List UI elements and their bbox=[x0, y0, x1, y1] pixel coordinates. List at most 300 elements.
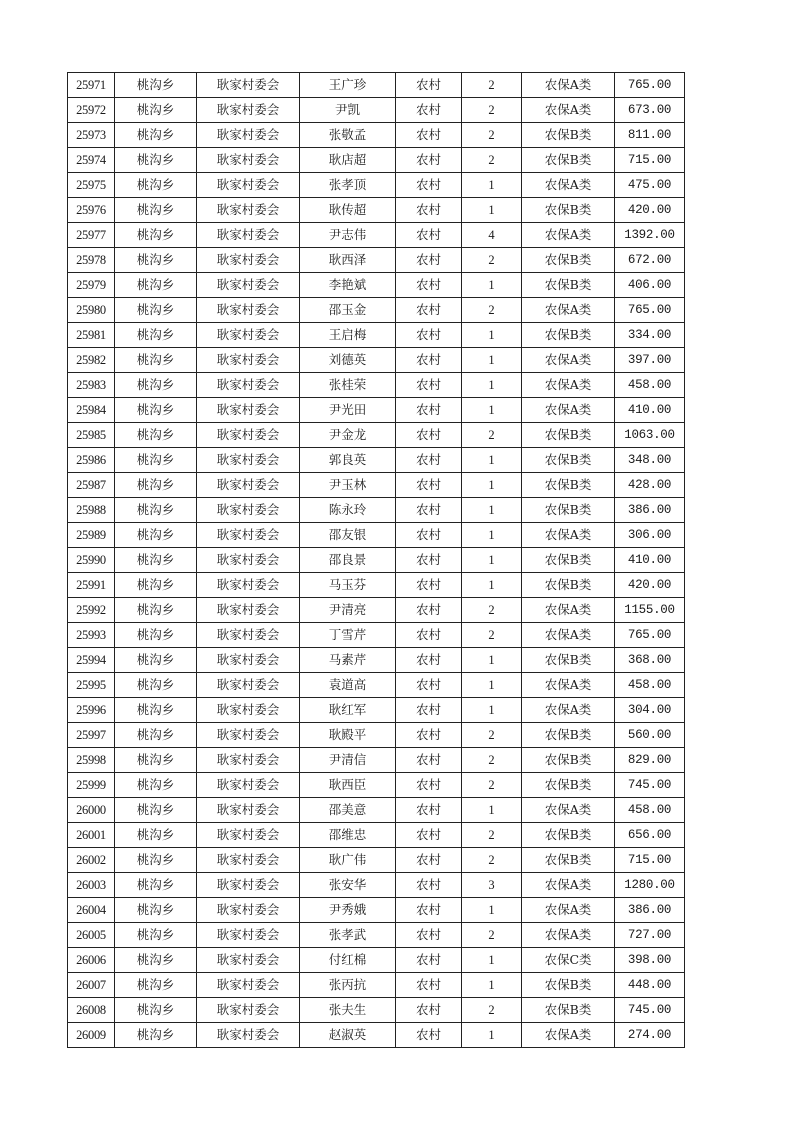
cell-township: 桃沟乡 bbox=[115, 748, 197, 773]
cell-count: 2 bbox=[462, 923, 522, 948]
cell-category: 农保A类 bbox=[522, 373, 615, 398]
cell-amount: 1392.00 bbox=[615, 223, 685, 248]
cell-id: 26006 bbox=[68, 948, 115, 973]
cell-name: 王广珍 bbox=[300, 73, 396, 98]
cell-id: 26007 bbox=[68, 973, 115, 998]
cell-committee: 耿家村委会 bbox=[197, 323, 300, 348]
cell-category: 农保B类 bbox=[522, 148, 615, 173]
table-row bbox=[68, 248, 685, 273]
cell-township: 桃沟乡 bbox=[115, 348, 197, 373]
cell-name: 马玉芬 bbox=[300, 573, 396, 598]
cell-name: 耿红军 bbox=[300, 698, 396, 723]
cell-name: 耿西臣 bbox=[300, 773, 396, 798]
cell-township: 桃沟乡 bbox=[115, 423, 197, 448]
table-row bbox=[68, 498, 685, 523]
table-row bbox=[68, 323, 685, 348]
cell-id: 25975 bbox=[68, 173, 115, 198]
cell-household-type: 农村 bbox=[396, 973, 462, 998]
cell-id: 25993 bbox=[68, 623, 115, 648]
cell-name: 尹凯 bbox=[300, 98, 396, 123]
cell-amount: 420.00 bbox=[615, 198, 685, 223]
cell-household-type: 农村 bbox=[396, 898, 462, 923]
cell-township: 桃沟乡 bbox=[115, 148, 197, 173]
cell-amount: 274.00 bbox=[615, 1023, 685, 1048]
table-row bbox=[68, 98, 685, 123]
cell-committee: 耿家村委会 bbox=[197, 473, 300, 498]
cell-id: 25996 bbox=[68, 698, 115, 723]
cell-committee: 耿家村委会 bbox=[197, 648, 300, 673]
cell-amount: 656.00 bbox=[615, 823, 685, 848]
cell-id: 25985 bbox=[68, 423, 115, 448]
cell-id: 26000 bbox=[68, 798, 115, 823]
cell-township: 桃沟乡 bbox=[115, 873, 197, 898]
cell-id: 25973 bbox=[68, 123, 115, 148]
cell-household-type: 农村 bbox=[396, 548, 462, 573]
cell-count: 2 bbox=[462, 148, 522, 173]
cell-count: 1 bbox=[462, 198, 522, 223]
cell-township: 桃沟乡 bbox=[115, 823, 197, 848]
cell-amount: 398.00 bbox=[615, 948, 685, 973]
roster-table bbox=[67, 72, 685, 1048]
cell-id: 25979 bbox=[68, 273, 115, 298]
cell-count: 1 bbox=[462, 348, 522, 373]
cell-category: 农保B类 bbox=[522, 498, 615, 523]
cell-name: 付红棉 bbox=[300, 948, 396, 973]
cell-committee: 耿家村委会 bbox=[197, 1023, 300, 1048]
cell-township: 桃沟乡 bbox=[115, 848, 197, 873]
cell-id: 26004 bbox=[68, 898, 115, 923]
cell-category: 农保B类 bbox=[522, 848, 615, 873]
cell-household-type: 农村 bbox=[396, 248, 462, 273]
cell-committee: 耿家村委会 bbox=[197, 173, 300, 198]
cell-id: 25999 bbox=[68, 773, 115, 798]
cell-amount: 1063.00 bbox=[615, 423, 685, 448]
table-row bbox=[68, 148, 685, 173]
cell-township: 桃沟乡 bbox=[115, 123, 197, 148]
cell-count: 2 bbox=[462, 748, 522, 773]
cell-township: 桃沟乡 bbox=[115, 73, 197, 98]
cell-committee: 耿家村委会 bbox=[197, 948, 300, 973]
cell-amount: 386.00 bbox=[615, 898, 685, 923]
cell-category: 农保B类 bbox=[522, 548, 615, 573]
cell-category: 农保B类 bbox=[522, 748, 615, 773]
cell-amount: 306.00 bbox=[615, 523, 685, 548]
cell-count: 1 bbox=[462, 673, 522, 698]
cell-name: 耿传超 bbox=[300, 198, 396, 223]
cell-committee: 耿家村委会 bbox=[197, 973, 300, 998]
cell-category: 农保A类 bbox=[522, 173, 615, 198]
cell-count: 1 bbox=[462, 523, 522, 548]
cell-name: 耿广伟 bbox=[300, 848, 396, 873]
cell-category: 农保B类 bbox=[522, 973, 615, 998]
cell-id: 25972 bbox=[68, 98, 115, 123]
cell-category: 农保A类 bbox=[522, 598, 615, 623]
cell-amount: 428.00 bbox=[615, 473, 685, 498]
cell-count: 2 bbox=[462, 248, 522, 273]
cell-id: 25988 bbox=[68, 498, 115, 523]
cell-amount: 348.00 bbox=[615, 448, 685, 473]
cell-count: 1 bbox=[462, 948, 522, 973]
cell-household-type: 农村 bbox=[396, 1023, 462, 1048]
cell-household-type: 农村 bbox=[396, 773, 462, 798]
cell-category: 农保A类 bbox=[522, 298, 615, 323]
table-row bbox=[68, 473, 685, 498]
cell-category: 农保B类 bbox=[522, 123, 615, 148]
cell-township: 桃沟乡 bbox=[115, 948, 197, 973]
cell-committee: 耿家村委会 bbox=[197, 448, 300, 473]
cell-household-type: 农村 bbox=[396, 323, 462, 348]
cell-household-type: 农村 bbox=[396, 73, 462, 98]
cell-committee: 耿家村委会 bbox=[197, 548, 300, 573]
cell-amount: 420.00 bbox=[615, 573, 685, 598]
cell-name: 尹光田 bbox=[300, 398, 396, 423]
cell-id: 25989 bbox=[68, 523, 115, 548]
cell-amount: 397.00 bbox=[615, 348, 685, 373]
cell-id: 25980 bbox=[68, 298, 115, 323]
cell-committee: 耿家村委会 bbox=[197, 223, 300, 248]
cell-category: 农保B类 bbox=[522, 773, 615, 798]
cell-count: 1 bbox=[462, 323, 522, 348]
table-row bbox=[68, 848, 685, 873]
cell-amount: 368.00 bbox=[615, 648, 685, 673]
cell-household-type: 农村 bbox=[396, 373, 462, 398]
cell-count: 1 bbox=[462, 398, 522, 423]
cell-name: 尹玉林 bbox=[300, 473, 396, 498]
cell-name: 张夫生 bbox=[300, 998, 396, 1023]
cell-count: 2 bbox=[462, 123, 522, 148]
cell-household-type: 农村 bbox=[396, 748, 462, 773]
cell-name: 张孝顶 bbox=[300, 173, 396, 198]
table-row bbox=[68, 1023, 685, 1048]
cell-amount: 458.00 bbox=[615, 673, 685, 698]
cell-name: 耿店超 bbox=[300, 148, 396, 173]
cell-name: 邵良景 bbox=[300, 548, 396, 573]
cell-name: 袁道高 bbox=[300, 673, 396, 698]
cell-township: 桃沟乡 bbox=[115, 398, 197, 423]
cell-township: 桃沟乡 bbox=[115, 548, 197, 573]
cell-count: 2 bbox=[462, 823, 522, 848]
cell-name: 尹秀娥 bbox=[300, 898, 396, 923]
cell-category: 农保B类 bbox=[522, 998, 615, 1023]
cell-id: 25998 bbox=[68, 748, 115, 773]
cell-count: 1 bbox=[462, 698, 522, 723]
cell-id: 25982 bbox=[68, 348, 115, 373]
cell-id: 26009 bbox=[68, 1023, 115, 1048]
cell-count: 1 bbox=[462, 273, 522, 298]
cell-committee: 耿家村委会 bbox=[197, 698, 300, 723]
cell-name: 陈永玲 bbox=[300, 498, 396, 523]
cell-count: 2 bbox=[462, 773, 522, 798]
cell-count: 4 bbox=[462, 223, 522, 248]
cell-id: 25995 bbox=[68, 673, 115, 698]
cell-committee: 耿家村委会 bbox=[197, 923, 300, 948]
cell-id: 25987 bbox=[68, 473, 115, 498]
cell-township: 桃沟乡 bbox=[115, 248, 197, 273]
cell-amount: 745.00 bbox=[615, 773, 685, 798]
table-row bbox=[68, 948, 685, 973]
cell-amount: 715.00 bbox=[615, 148, 685, 173]
cell-amount: 745.00 bbox=[615, 998, 685, 1023]
roster-table-body bbox=[68, 73, 685, 1048]
cell-household-type: 农村 bbox=[396, 723, 462, 748]
cell-township: 桃沟乡 bbox=[115, 598, 197, 623]
cell-id: 25983 bbox=[68, 373, 115, 398]
cell-count: 1 bbox=[462, 373, 522, 398]
cell-id: 26002 bbox=[68, 848, 115, 873]
cell-id: 25992 bbox=[68, 598, 115, 623]
cell-amount: 406.00 bbox=[615, 273, 685, 298]
table-row bbox=[68, 823, 685, 848]
cell-id: 25994 bbox=[68, 648, 115, 673]
table-row bbox=[68, 673, 685, 698]
cell-id: 25977 bbox=[68, 223, 115, 248]
cell-amount: 829.00 bbox=[615, 748, 685, 773]
table-row bbox=[68, 573, 685, 598]
cell-committee: 耿家村委会 bbox=[197, 73, 300, 98]
cell-category: 农保C类 bbox=[522, 948, 615, 973]
cell-committee: 耿家村委会 bbox=[197, 523, 300, 548]
cell-amount: 304.00 bbox=[615, 698, 685, 723]
cell-household-type: 农村 bbox=[396, 123, 462, 148]
cell-township: 桃沟乡 bbox=[115, 448, 197, 473]
cell-amount: 458.00 bbox=[615, 798, 685, 823]
cell-township: 桃沟乡 bbox=[115, 898, 197, 923]
cell-amount: 673.00 bbox=[615, 98, 685, 123]
cell-id: 26005 bbox=[68, 923, 115, 948]
cell-township: 桃沟乡 bbox=[115, 273, 197, 298]
cell-count: 1 bbox=[462, 173, 522, 198]
cell-committee: 耿家村委会 bbox=[197, 248, 300, 273]
cell-count: 1 bbox=[462, 448, 522, 473]
cell-count: 2 bbox=[462, 423, 522, 448]
cell-township: 桃沟乡 bbox=[115, 923, 197, 948]
table-row bbox=[68, 173, 685, 198]
cell-amount: 410.00 bbox=[615, 398, 685, 423]
cell-id: 25976 bbox=[68, 198, 115, 223]
cell-name: 邵友银 bbox=[300, 523, 396, 548]
cell-id: 25974 bbox=[68, 148, 115, 173]
cell-amount: 765.00 bbox=[615, 73, 685, 98]
cell-committee: 耿家村委会 bbox=[197, 98, 300, 123]
cell-household-type: 农村 bbox=[396, 223, 462, 248]
table-row bbox=[68, 723, 685, 748]
cell-count: 1 bbox=[462, 1023, 522, 1048]
table-row bbox=[68, 898, 685, 923]
cell-amount: 334.00 bbox=[615, 323, 685, 348]
cell-amount: 386.00 bbox=[615, 498, 685, 523]
cell-household-type: 农村 bbox=[396, 673, 462, 698]
table-row bbox=[68, 798, 685, 823]
cell-category: 农保B类 bbox=[522, 273, 615, 298]
cell-township: 桃沟乡 bbox=[115, 573, 197, 598]
cell-committee: 耿家村委会 bbox=[197, 798, 300, 823]
cell-count: 2 bbox=[462, 998, 522, 1023]
cell-amount: 765.00 bbox=[615, 623, 685, 648]
table-row bbox=[68, 598, 685, 623]
table-row bbox=[68, 648, 685, 673]
cell-count: 2 bbox=[462, 98, 522, 123]
cell-township: 桃沟乡 bbox=[115, 498, 197, 523]
table-row bbox=[68, 198, 685, 223]
cell-household-type: 农村 bbox=[396, 873, 462, 898]
cell-category: 农保B类 bbox=[522, 423, 615, 448]
table-row bbox=[68, 548, 685, 573]
cell-category: 农保A类 bbox=[522, 623, 615, 648]
cell-amount: 560.00 bbox=[615, 723, 685, 748]
table-row bbox=[68, 423, 685, 448]
cell-category: 农保A类 bbox=[522, 898, 615, 923]
cell-committee: 耿家村委会 bbox=[197, 398, 300, 423]
cell-name: 耿殿平 bbox=[300, 723, 396, 748]
cell-township: 桃沟乡 bbox=[115, 173, 197, 198]
cell-name: 王启梅 bbox=[300, 323, 396, 348]
table-row bbox=[68, 973, 685, 998]
cell-category: 农保A类 bbox=[522, 523, 615, 548]
cell-township: 桃沟乡 bbox=[115, 973, 197, 998]
cell-name: 尹志伟 bbox=[300, 223, 396, 248]
cell-id: 25986 bbox=[68, 448, 115, 473]
cell-id: 26008 bbox=[68, 998, 115, 1023]
cell-committee: 耿家村委会 bbox=[197, 498, 300, 523]
cell-amount: 448.00 bbox=[615, 973, 685, 998]
cell-committee: 耿家村委会 bbox=[197, 573, 300, 598]
cell-name: 耿西泽 bbox=[300, 248, 396, 273]
cell-count: 1 bbox=[462, 648, 522, 673]
cell-id: 25997 bbox=[68, 723, 115, 748]
cell-amount: 1155.00 bbox=[615, 598, 685, 623]
cell-name: 邵玉金 bbox=[300, 298, 396, 323]
cell-committee: 耿家村委会 bbox=[197, 723, 300, 748]
cell-category: 农保A类 bbox=[522, 873, 615, 898]
cell-committee: 耿家村委会 bbox=[197, 773, 300, 798]
table-row bbox=[68, 448, 685, 473]
cell-count: 1 bbox=[462, 498, 522, 523]
cell-count: 2 bbox=[462, 598, 522, 623]
cell-township: 桃沟乡 bbox=[115, 623, 197, 648]
cell-count: 2 bbox=[462, 848, 522, 873]
cell-household-type: 农村 bbox=[396, 173, 462, 198]
cell-amount: 475.00 bbox=[615, 173, 685, 198]
cell-township: 桃沟乡 bbox=[115, 298, 197, 323]
cell-count: 2 bbox=[462, 723, 522, 748]
cell-household-type: 农村 bbox=[396, 98, 462, 123]
table-row bbox=[68, 273, 685, 298]
cell-household-type: 农村 bbox=[396, 523, 462, 548]
cell-township: 桃沟乡 bbox=[115, 523, 197, 548]
cell-amount: 458.00 bbox=[615, 373, 685, 398]
cell-category: 农保A类 bbox=[522, 98, 615, 123]
cell-committee: 耿家村委会 bbox=[197, 898, 300, 923]
table-row bbox=[68, 773, 685, 798]
cell-id: 25984 bbox=[68, 398, 115, 423]
cell-township: 桃沟乡 bbox=[115, 698, 197, 723]
cell-name: 张丙抗 bbox=[300, 973, 396, 998]
cell-name: 刘德英 bbox=[300, 348, 396, 373]
cell-name: 邵维忠 bbox=[300, 823, 396, 848]
cell-amount: 811.00 bbox=[615, 123, 685, 148]
cell-household-type: 农村 bbox=[396, 998, 462, 1023]
table-row bbox=[68, 73, 685, 98]
cell-household-type: 农村 bbox=[396, 448, 462, 473]
cell-category: 农保A类 bbox=[522, 698, 615, 723]
cell-count: 2 bbox=[462, 73, 522, 98]
cell-household-type: 农村 bbox=[396, 273, 462, 298]
cell-name: 张敬孟 bbox=[300, 123, 396, 148]
cell-count: 3 bbox=[462, 873, 522, 898]
cell-township: 桃沟乡 bbox=[115, 198, 197, 223]
table-row bbox=[68, 123, 685, 148]
cell-amount: 727.00 bbox=[615, 923, 685, 948]
cell-household-type: 农村 bbox=[396, 148, 462, 173]
cell-township: 桃沟乡 bbox=[115, 1023, 197, 1048]
cell-committee: 耿家村委会 bbox=[197, 148, 300, 173]
table-row bbox=[68, 923, 685, 948]
cell-township: 桃沟乡 bbox=[115, 223, 197, 248]
cell-household-type: 农村 bbox=[396, 623, 462, 648]
cell-township: 桃沟乡 bbox=[115, 648, 197, 673]
cell-household-type: 农村 bbox=[396, 823, 462, 848]
cell-committee: 耿家村委会 bbox=[197, 198, 300, 223]
cell-name: 尹清亮 bbox=[300, 598, 396, 623]
cell-household-type: 农村 bbox=[396, 573, 462, 598]
cell-household-type: 农村 bbox=[396, 698, 462, 723]
cell-id: 25990 bbox=[68, 548, 115, 573]
cell-committee: 耿家村委会 bbox=[197, 348, 300, 373]
cell-township: 桃沟乡 bbox=[115, 723, 197, 748]
cell-count: 1 bbox=[462, 973, 522, 998]
cell-name: 赵淑英 bbox=[300, 1023, 396, 1048]
table-row bbox=[68, 698, 685, 723]
cell-committee: 耿家村委会 bbox=[197, 123, 300, 148]
cell-name: 郭良英 bbox=[300, 448, 396, 473]
cell-id: 25978 bbox=[68, 248, 115, 273]
cell-committee: 耿家村委会 bbox=[197, 873, 300, 898]
cell-name: 尹清信 bbox=[300, 748, 396, 773]
cell-name: 丁雪芹 bbox=[300, 623, 396, 648]
cell-name: 尹金龙 bbox=[300, 423, 396, 448]
cell-household-type: 农村 bbox=[396, 423, 462, 448]
cell-count: 2 bbox=[462, 623, 522, 648]
table-row bbox=[68, 623, 685, 648]
cell-committee: 耿家村委会 bbox=[197, 823, 300, 848]
cell-category: 农保A类 bbox=[522, 1023, 615, 1048]
table-row bbox=[68, 523, 685, 548]
cell-category: 农保B类 bbox=[522, 473, 615, 498]
cell-name: 李艳斌 bbox=[300, 273, 396, 298]
cell-category: 农保A类 bbox=[522, 673, 615, 698]
cell-count: 1 bbox=[462, 798, 522, 823]
cell-name: 张孝武 bbox=[300, 923, 396, 948]
cell-amount: 1280.00 bbox=[615, 873, 685, 898]
cell-committee: 耿家村委会 bbox=[197, 848, 300, 873]
cell-count: 1 bbox=[462, 898, 522, 923]
cell-household-type: 农村 bbox=[396, 848, 462, 873]
cell-category: 农保A类 bbox=[522, 923, 615, 948]
cell-id: 25971 bbox=[68, 73, 115, 98]
cell-category: 农保B类 bbox=[522, 573, 615, 598]
cell-committee: 耿家村委会 bbox=[197, 373, 300, 398]
cell-category: 农保A类 bbox=[522, 798, 615, 823]
cell-count: 1 bbox=[462, 473, 522, 498]
cell-count: 1 bbox=[462, 573, 522, 598]
cell-id: 25981 bbox=[68, 323, 115, 348]
cell-count: 1 bbox=[462, 548, 522, 573]
table-row bbox=[68, 398, 685, 423]
table-row bbox=[68, 373, 685, 398]
table-row bbox=[68, 298, 685, 323]
cell-amount: 715.00 bbox=[615, 848, 685, 873]
cell-amount: 410.00 bbox=[615, 548, 685, 573]
